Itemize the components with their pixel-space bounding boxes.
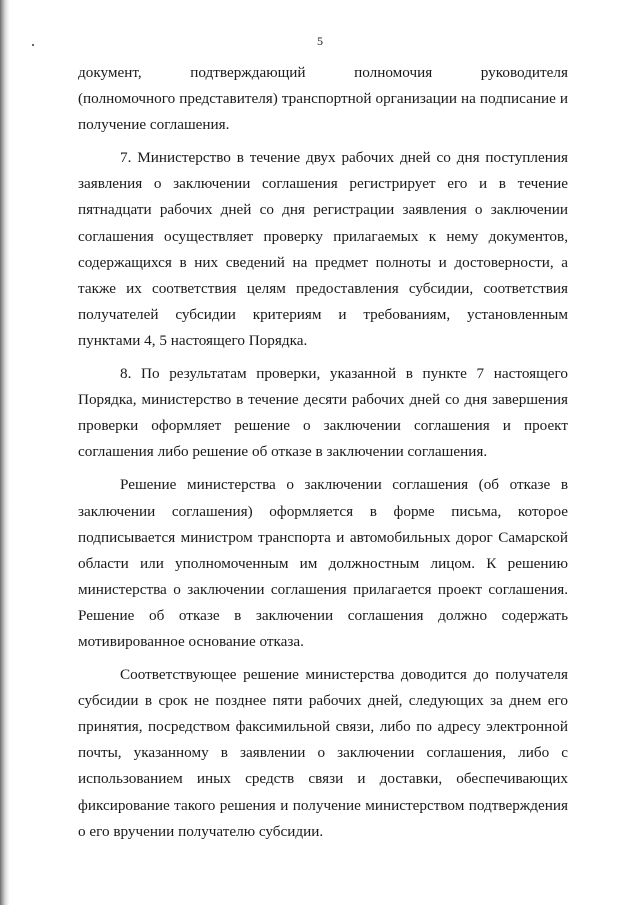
text-line: заявления о заключении соглашения регистрирует его и в течение (78, 175, 568, 193)
text-line: министерства о заключении соглашения прилагается проект соглашения. (78, 580, 568, 598)
paragraph-gap (78, 465, 568, 472)
text-line: Решение министерства о заключении соглашения (об отказе в (120, 476, 568, 494)
text-line: пятнадцати рабочих дней со дня регистрации заявления о заключении (78, 201, 568, 219)
text-line: также их соответствия целям предоставления субсидии, соответствия (78, 279, 568, 297)
text-line: подписывается министром транспорта и автомобильных дорог Самарской (78, 528, 568, 546)
text-line: Соответствующее решение министерства доводится до получателя (120, 666, 568, 684)
paragraph-gap (78, 655, 568, 662)
paragraph (78, 361, 568, 465)
text-line: соглашения осуществляет проверку прилагаемых к нему документов, (78, 227, 568, 245)
paragraph-gap (78, 354, 568, 361)
text-line: содержащихся в них сведений на предмет полноты и достоверности, а (78, 253, 568, 271)
paragraph (78, 145, 568, 354)
text-line: о его вручении получателю субсидии. (78, 822, 324, 840)
text-line: принятия, посредством факсимильной связи, либо по адресу электронной (78, 718, 568, 736)
text-line: почты, указанному в заявлении о заключении соглашения, либо с (78, 744, 568, 762)
text-line: Порядка, министерство в течение десяти рабочих дней со дня завершения (78, 391, 568, 409)
text-line: пунктами 4, 5 настоящего Порядка. (78, 331, 308, 349)
page-number: 5 (317, 34, 323, 48)
text-line: 8. По результатам проверки, указанной в пункте 7 настоящего (120, 365, 568, 383)
text-line: получателей субсидии критериям и требованиям, установленным (78, 305, 568, 323)
scan-edge-shadow (0, 0, 10, 905)
text-line: области или уполномоченным им должностным лицом. К решению (78, 554, 568, 572)
text-line: мотивированное основание отказа. (78, 632, 304, 650)
text-line: (полномочного представителя) транспортной организации на подписание и (78, 90, 568, 108)
text-line: проверки оформляет решение о заключении соглашения и проект (78, 417, 568, 435)
text-line: субсидии в срок не позднее пяти рабочих дней, следующих за днем его (78, 692, 568, 710)
paragraph (78, 60, 568, 138)
text-line: фиксирование такого решения и получение министерством подтверждения (78, 796, 568, 814)
document-body (78, 60, 568, 845)
text-line: использованием иных средств связи и доставки, обеспечивающих (78, 770, 568, 788)
text-line: документ, подтверждающий полномочия руководителя (78, 64, 568, 81)
text-line: 7. Министерство в течение двух рабочих дней со дня поступления (120, 149, 568, 167)
text-line: соглашения либо решение об отказе в заключении соглашения. (78, 443, 488, 461)
paragraph (78, 472, 568, 655)
text-line: заключении соглашения) оформляется в форме письма, которое (78, 502, 568, 520)
paragraph (78, 662, 568, 845)
paragraph-gap (78, 138, 568, 145)
text-line: получение соглашения. (78, 116, 230, 134)
text-line: Решение об отказе в заключении соглашения должно содержать (78, 606, 568, 624)
